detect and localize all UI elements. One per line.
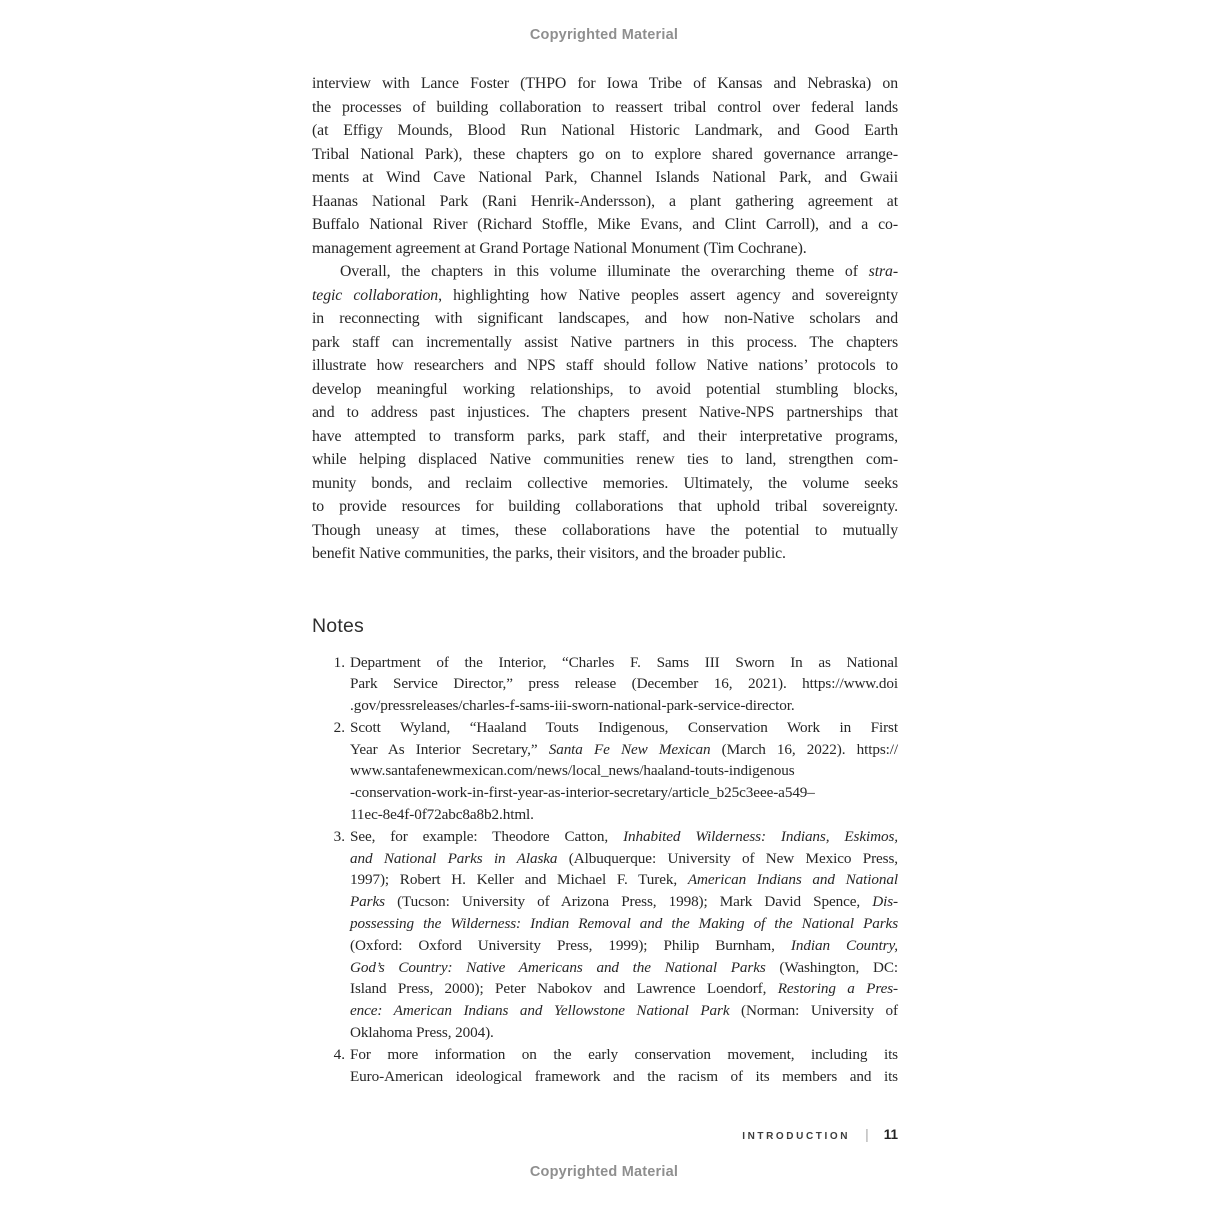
italic-text-run: Inhabited Wilderness: Indians, Eskimos, <box>623 827 899 845</box>
text-line <box>350 782 898 804</box>
text-run: benefit Native communities, the parks, their visitors, and the broader public. <box>312 545 786 562</box>
text-run: munity bonds, and reclaim collective memories. Ultimately, the volume seeks <box>312 474 898 492</box>
text-run: in reconnecting with significant landscapes, and how non-Native scholars and <box>312 310 898 327</box>
text-run: Euro-American ideological framework and the racism of its members and its <box>350 1067 898 1085</box>
text-line <box>350 739 898 761</box>
text-line <box>312 284 898 308</box>
text-run: See, for example: Theodore Catton, <box>350 827 624 845</box>
italic-text-run: Restoring a Pres- <box>777 980 898 998</box>
text-run: park staff can incrementally assist Native partners in this process. The chapters <box>312 333 898 351</box>
text-run: to provide resources for building collaborations that uphold tribal sovereignty. <box>312 498 898 515</box>
page-footer <box>312 1126 898 1142</box>
italic-text-run: ence: American Indians and Yellowstone National Park <box>350 1002 730 1020</box>
text-line <box>312 542 898 566</box>
text-line <box>312 96 898 120</box>
text-line <box>312 143 898 167</box>
text-run: have attempted to transform parks, park staff, and their interpretative programs, <box>312 427 898 445</box>
text-line <box>312 237 898 261</box>
text-run: (Norman: University of <box>729 1002 898 1020</box>
text-line <box>350 826 898 848</box>
text-run: illustrate how researchers and NPS staff should follow Native nations’ protocols to <box>312 357 898 374</box>
text-run: For more information on the early conservation movement, including its <box>350 1045 898 1063</box>
text-run: 11ec-8e4f-0f72abc8a8b2.html. <box>350 806 534 824</box>
text-line <box>350 891 898 913</box>
text-line <box>312 425 898 449</box>
text-line <box>312 190 898 214</box>
text-line <box>350 717 898 739</box>
footer-page-number: 11 <box>883 1127 898 1142</box>
text-run: (Oxford: Oxford University Press, 1999); Philip Burnham, <box>350 936 791 954</box>
italic-text-run: Dis- <box>872 893 898 911</box>
text-line <box>312 72 898 96</box>
notes-heading: Notes <box>312 614 364 637</box>
note-text <box>350 826 898 1044</box>
text-line <box>350 652 898 674</box>
text-run: Though uneasy at times, these collaborations have the potential to mutually <box>312 521 898 539</box>
text-line <box>312 472 898 496</box>
text-run: Scott Wyland, “Haaland Touts Indigenous, Conservation Work in First <box>350 718 898 736</box>
text-run: management agreement at Grand Portage National Monument (Tim Cochrane). <box>312 239 807 257</box>
text-run: www.santafenewmexican.com/news/local_news/haaland-touts-indigenous <box>350 762 795 780</box>
italic-text-run: possessing the Wilderness: Indian Removal and the Making of the National Parks <box>350 915 898 933</box>
text-line <box>312 331 898 355</box>
text-run: develop meaningful working relationships, to avoid potential stumbling blocks, <box>312 380 898 398</box>
text-line <box>350 869 898 891</box>
text-line <box>350 935 898 957</box>
note-number: 3. <box>333 827 345 845</box>
text-run: the processes of building collaboration to reassert tribal control over federal lands <box>312 98 898 116</box>
text-line <box>350 848 898 870</box>
text-run: Buffalo National River (Richard Stoffle, Mike Evans, and Clint Carroll), and a co- <box>312 216 898 233</box>
text-line <box>350 957 898 979</box>
text-line <box>312 166 898 190</box>
text-line <box>312 354 898 378</box>
text-line <box>350 978 898 1000</box>
text-line <box>312 495 898 519</box>
note-text <box>350 717 898 826</box>
text-run: (Tucson: University of Arizona Press, 1998); Mark David Spence, <box>384 893 873 911</box>
text-line <box>350 673 898 695</box>
text-run: (Washington, DC: <box>765 958 898 976</box>
text-line <box>350 760 898 782</box>
text-run: (March 16, 2022). https:// <box>710 740 898 758</box>
text-line <box>350 1022 898 1044</box>
text-run: (Albuquerque: University of New Mexico Press, <box>557 849 898 867</box>
text-run: Department of the Interior, “Charles F. Sams III Sworn In as National <box>350 653 898 671</box>
text-line <box>312 401 898 425</box>
text-line <box>350 1044 898 1066</box>
text-line <box>312 213 898 237</box>
text-run: Overall, the chapters in this volume illuminate the overarching theme of <box>340 263 869 280</box>
text-line <box>350 1066 898 1088</box>
text-run: Park Service Director,” press release (December 16, 2021). https://www.doi <box>350 675 898 693</box>
text-run: interview with Lance Foster (THPO for Iowa Tribe of Kansas and Nebraska) on <box>312 75 898 92</box>
paragraph <box>312 260 898 566</box>
text-line <box>312 307 898 331</box>
italic-text-run: American Indians and National <box>687 871 898 889</box>
italic-text-run: tegic collaboration <box>312 286 439 304</box>
text-run: -conservation-work-in-first-year-as-interior-secretary/article_b25c3eee-a549– <box>350 784 815 802</box>
copyright-banner-top: Copyrighted Material <box>529 27 679 43</box>
body-text <box>312 72 898 566</box>
notes-list <box>312 652 898 1088</box>
text-run: Tribal National Park), these chapters go on to explore shared governance arrange- <box>312 145 898 163</box>
text-run: (at Effigy Mounds, Blood Run National Historic Landmark, and Good Earth <box>312 122 898 139</box>
note-item <box>312 652 898 717</box>
italic-text-run: God’s Country: Native Americans and the National Parks <box>350 958 766 976</box>
text-run: Year As Interior Secretary,” <box>350 740 549 758</box>
text-run: , highlighting how Native peoples assert agency and sovereignty <box>438 286 898 304</box>
italic-text-run: Parks <box>350 893 385 911</box>
text-line <box>312 260 898 284</box>
note-item <box>312 1044 898 1088</box>
note-text <box>350 652 898 717</box>
text-line <box>312 519 898 543</box>
note-number: 4. <box>333 1045 345 1063</box>
note-text <box>350 1044 898 1088</box>
text-line <box>312 119 898 143</box>
text-line <box>350 1000 898 1022</box>
text-run: ments at Wind Cave National Park, Channel Islands National Park, and Gwaii <box>312 169 898 186</box>
italic-text-run: Indian Country, <box>790 936 898 954</box>
text-run: while helping displaced Native communities renew ties to land, strengthen com- <box>312 451 898 468</box>
note-item <box>312 826 898 1044</box>
text-line <box>350 695 898 717</box>
text-column <box>312 72 898 1087</box>
text-line <box>312 448 898 472</box>
italic-text-run: and National Parks in Alaska <box>350 849 558 867</box>
footer-section-label: INTRODUCTION <box>742 1131 851 1142</box>
text-run: Oklahoma Press, 2004). <box>350 1024 494 1042</box>
text-line <box>312 378 898 402</box>
italic-text-run: Santa Fe New Mexican <box>548 740 711 758</box>
note-number: 2. <box>333 718 345 736</box>
text-run: 1997); Robert H. Keller and Michael F. Turek, <box>350 871 688 889</box>
text-line <box>350 913 898 935</box>
note-item <box>312 717 898 826</box>
text-run: .gov/pressreleases/charles-f-sams-iii-sworn-national-park-service-director. <box>350 697 795 715</box>
footer-separator: | <box>865 1126 869 1142</box>
copyright-banner-bottom: Copyrighted Material <box>529 1164 679 1180</box>
text-run: Island Press, 2000); Peter Nabokov and Lawrence Loendorf, <box>350 980 778 998</box>
italic-text-run: stra- <box>868 263 898 280</box>
paragraph <box>312 72 898 260</box>
text-line <box>350 804 898 826</box>
text-run: and to address past injustices. The chapters present Native-NPS partnerships that <box>312 404 898 421</box>
text-run: Haanas National Park (Rani Henrik-Andersson), a plant gathering agreement at <box>312 192 898 210</box>
note-number: 1. <box>333 653 345 671</box>
